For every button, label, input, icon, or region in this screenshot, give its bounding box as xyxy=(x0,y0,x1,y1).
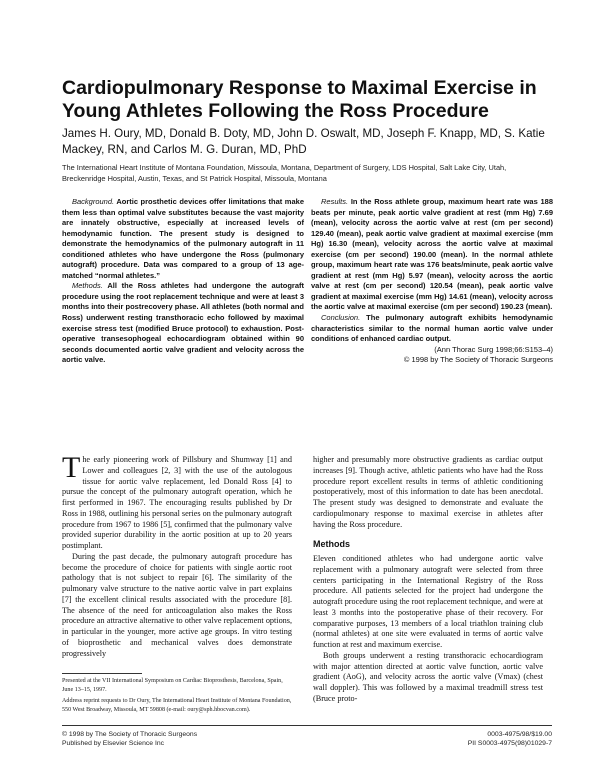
address-note: Address reprint requests to Dr Oury, The International Heart Institute of Montana Foundation, 550 West Broadway, Missoula, MT 59808 (e-mail: oury@sph.hbocvan.com). xyxy=(62,698,292,713)
footer-issn: 0003-4975/98/$19.00 xyxy=(487,731,552,738)
footer-right xyxy=(468,730,552,749)
methods-heading: Methods xyxy=(313,539,350,550)
presented-note: Presented at the VII International Symposium on Cardiac Bioprosthesis, Barcelona, Spain, June 13–15, 1997. xyxy=(62,678,283,693)
conclusion-label: Conclusion. xyxy=(321,313,361,323)
footnote-divider xyxy=(62,673,142,674)
footer-divider xyxy=(62,725,552,726)
methods-text: All the Ross athletes had undergone the autograft procedure using the root replacement technique and were at least 3 months into their postrecovery phase. All athletes (both normal and Ross) underwent resting transthoracic echo followed by maximal exercise stress test (modified Bruce protocol) to exhaustion. Post-operative transesophogeal echocardiogram obtained within 90 seconds documented aortic valve gradient and velocity across the aortic valve. xyxy=(62,281,304,365)
abstract-methods xyxy=(62,281,304,365)
background-text: Aortic prosthetic devices offer limitations that make them less than optimal valve substitutes because the vast majority are innately obstructive, especially at increased levels of hemodynamic function. The present study is designed to demonstrate the hemodynamics of the pulmonary autograft in 11 conditioned athletes who have undergone the Ross (pulmonary autograft) procedure. Data was compared to a group of 13 age-matched “normal athletes.” xyxy=(62,197,304,280)
article-title: Cardiopulmonary Response to Maximal Exercise in Young Athletes Following the Ross Procedure xyxy=(62,77,537,122)
abstract-right-column xyxy=(311,197,553,366)
abstract-conclusion xyxy=(311,313,553,345)
abstract-copyright: © 1998 by The Society of Thoracic Surgeons xyxy=(403,355,553,365)
footer-left xyxy=(62,730,197,749)
affiliations: The International Heart Institute of Montana Foundation, Missoula, Montana, Department of Surgery, LDS Hospital, Salt Lake City, Utah, Breckenridge Hospital, Austin, Texas, and St Patrick Hospital, Missoula, Montana xyxy=(62,163,507,183)
abstract-background xyxy=(62,197,304,281)
intro-paragraph-1 xyxy=(62,451,292,552)
methods-paragraph-1: Eleven conditioned athletes who had undergone aortic valve replacement with a pulmonary autograft were selected from three centers participating in the International Registry of the Ross procedure. All patients selected for the project had undergone the autograft procedure using the root replacement technique, and were at least 3 months into the postoperative phase of their recovery. For comparative purposes, 13 members of a local triathlon training club (normal athletes) at one site were evaluated in terms of aortic valve function at rest and maximum exercise. xyxy=(313,554,543,649)
drop-cap: T xyxy=(62,451,81,484)
background-label: Background. xyxy=(72,197,115,206)
intro-paragraph-2: During the past decade, the pulmonary autograft procedure has become the procedure of choice for patients with single aortic root pathology that is not subject to repair [6]. The similarity of the pulmonary valve structure to the native aortic valve in part explains [7] the excellent clinical results associated with the procedure [8]. The absence of the need for anticoagulation also makes the Ross procedure an attractive alternative to other valve replacement options, in particular in the younger, more active age groups. In vitro testing of bioprosthetic and mechanical valves does demonstrate progressively xyxy=(62,551,292,658)
body-left-column xyxy=(62,451,292,659)
methods-label: Methods. xyxy=(72,281,103,291)
results-text: In the Ross athlete group, maximum heart rate was 188 beats per minute, peak aortic valve gradient at rest (mm Hg) 7.69 (mean), velocity across the aortic valve at rest (cm per second) 129.40 (mean), peak aortic valve gradient at maximal exercise (mm Hg) 16.30 (mean), velocity across the aortic valve at maximal exercise (cm per second) 190.00 (mean). In the normal athlete group, maximum heart rate was 176 beats/minute, peak aortic valve gradient at rest (mm Hg) 5.97 (mean), velocity across the aortic valve at rest (cm per second) 120.54 (mean), peak aortic valve gradient at maximal exercise (mm Hg) 14.61 (mean), velocity across the aortic valve at maximal exercise (cm per second) 190.23 (mean). xyxy=(311,197,553,312)
abstract-left-column xyxy=(62,197,304,366)
journal-citation: (Ann Thorac Surg 1998;66:S153–4) xyxy=(434,344,553,354)
methods-paragraph-2: Both groups underwent a resting transthoracic echocardiogram with major attention directed at aortic valve function, aortic valve gradient (AoG), and velocity across the aortic valve (Vmax) (chest wall doppler). This was followed by a maximal treadmill stress test (Bruce proto- xyxy=(313,650,543,703)
results-label: Results. xyxy=(321,197,349,206)
body-right-column xyxy=(313,455,543,705)
author-list: James H. Oury, MD, Donald B. Doty, MD, John D. Oswalt, MD, Joseph F. Knapp, MD, S. Katie Mackey, RN, and Carlos M. G. Duran, MD, PhD xyxy=(62,127,545,156)
intro-paragraph-1-text: he early pioneering work of Pillsbury and Shumway [1] and Lower and colleagues [2, 3] with the use of the autologous tissue for aortic valve replacement, led Donald Ross [4] to pursue the concept of the pulmonary autograft operation, which he first performed in 1967. The encouraging results published by Dr Ross in 1988, outlining his personal series on the pulmonary autograft procedure from 1967 to 1986 [5], confirmed that the pulmonary valve provided superior durability in the aortic position at up to 20 years postimplant. xyxy=(62,455,292,550)
conclusion-text: The pulmonary autograft exhibits hemodynamic characteristics similar to the normal human aortic valve under conditions of enhanced cardiac output. xyxy=(311,313,553,344)
intro-continuation: higher and presumably more obstructive gradients as cardiac output increases [9]. Though active, athletic patients who have had the Ross procedure report excellent results in terms of athletic conditioning postoperatively, most of this information to date has been anecdotal. The present study was designed to demonstrate and evaluate the cardiopulmonary response to maximal exercise in athletes after having the Ross procedure. xyxy=(313,455,543,529)
abstract-results xyxy=(311,197,553,313)
footnotes xyxy=(62,677,292,717)
footer-publisher: Published by Elsevier Science Inc xyxy=(62,740,165,748)
footer-pii: PII S0003-4975(98)01029-7 xyxy=(467,740,552,748)
footer-copyright: © 1998 by The Society of Thoracic Surgeons xyxy=(62,731,198,738)
